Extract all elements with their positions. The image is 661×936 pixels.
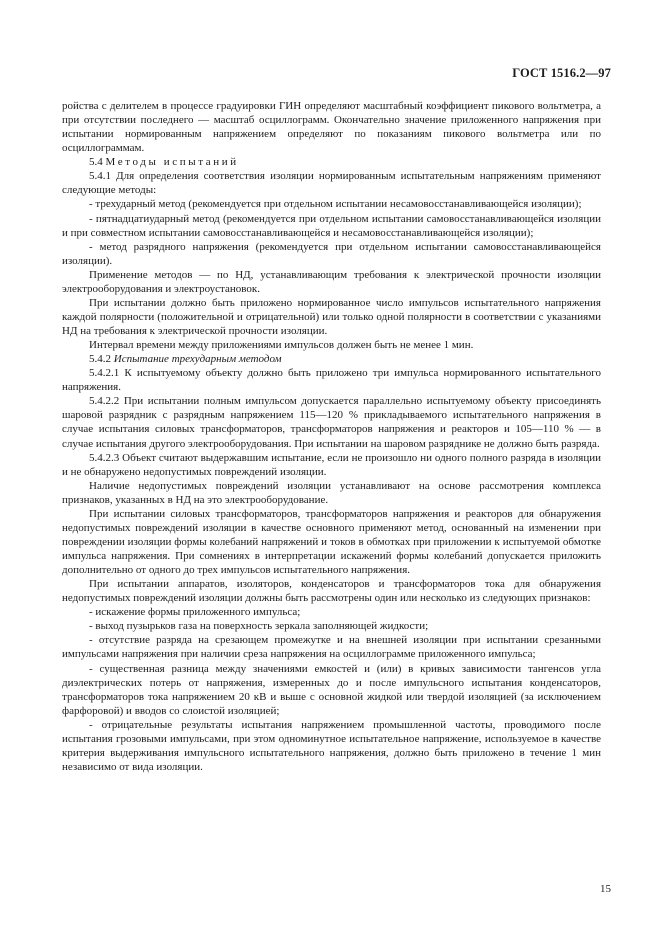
- paragraph: ройства с делителем в процессе градуировки ГИН определяют масштабный коэффициент пикового вольтметра, а при отсутствии последнего — масштаб осциллограмм. Окончательно значение приложенного напряжения при испытании нормированным напряжением определяют по показаниям пикового вольтметра или по осциллограммам.: [62, 100, 601, 155]
- paragraph: Наличие недопустимых повреждений изоляции устанавливают на основе рассмотрения комплекса признаков, указанных в НД на это электрооборудование.: [62, 479, 601, 506]
- list-item: - трехударный метод (рекомендуется при отдельном испытании несамовосстанавливающейся изоляции);: [89, 198, 582, 211]
- list-item: - метод разрядного напряжения (рекомендуется при отдельном испытании самовосстанавливающейся изоляции).: [62, 240, 601, 267]
- document-body: [62, 99, 601, 774]
- paragraph: Интервал времени между приложениями импульсов должен быть не менее 1 мин.: [89, 339, 474, 352]
- list-item: - пятнадцатиударный метод (рекомендуется при отдельном испытании самовосстанавливающейся изоляции и при совместном испытании самовосстанавливающейся и несамовосстанавливающейся изоляции);: [62, 212, 601, 239]
- paragraph: При испытании силовых трансформаторов, трансформаторов напряжения и реакторов для обнаружения недопустимых повреждений изоляции в качестве основного применяют метод, основанный на изменении при повреждении изоляции формы колебаний напряжений и токов в обмотках при приложении к испытуемой обмотке импульса напряжения. При сомнениях в интерпретации искажений формы колебаний допускается приложить дополнительно от одного до трех импульсов испытательного напряжения.: [62, 507, 601, 577]
- section-heading: [62, 155, 601, 169]
- section-title: Методы испытаний: [105, 156, 239, 169]
- paragraph: 5.4.2.2 При испытании полным импульсом допускается параллельно испытуемому объекту присоединять шаровой разрядник с разрядным напряжением 115—120 % прикладываемого испытательного напряжения в случае испытания силовых трансформаторов, трансформаторов напряжения и реакторов и 105—110 % — в случае испытания другого электрооборудования. При испытании на шаровом разряднике не должно быть разряда.: [62, 395, 601, 450]
- subsection-number: 5.4.2: [89, 353, 111, 366]
- list-item: - выход пузырьков газа на поверхность зеркала заполняющей жидкости;: [89, 620, 429, 633]
- page-number: 15: [600, 883, 611, 895]
- paragraph: 5.4.1 Для определения соответствия изоляции нормированным испытательным напряжениям применяют следующие методы:: [62, 170, 601, 197]
- paragraph: При испытании должно быть приложено нормированное число импульсов испытательного напряжения каждой полярности (положительной и отрицательной) или только одной полярности в соответствии с указаниями НД на требования к электрической прочности изоляции.: [62, 296, 601, 337]
- list-item: - существенная разница между значениями емкостей и (или) в кривых зависимости тангенсов угла диэлектрических потерь от напряжения, измеренных до и после импульсного испытания конденсаторов, трансформаторов тока напряжением 20 кВ и выше с основной жидкой или твердой изоляцией (за исключением фарфоровой) и вводов со слоистой изоляцией;: [62, 662, 601, 717]
- paragraph: При испытании аппаратов, изоляторов, конденсаторов и трансформаторов тока для обнаружения недопустимых повреждений изоляции должны быть рассмотрены один или несколько из следующих признаков:: [62, 578, 601, 605]
- list-item: - отрицательные результаты испытания напряжением промышленной частоты, проводимого после испытания грозовыми импульсами, при этом одноминутное испытательное напряжение, используемое в качестве критерия выдерживания импульсного испытательного напряжения, должно быть приложено в течение 1 мин независимо от вида изоляции.: [62, 718, 601, 773]
- section-number: 5.4: [89, 156, 103, 169]
- list-item: - отсутствие разряда на срезающем промежутке и на внешней изоляции при испытании срезанными импульсами напряжения при наличии среза напряжения на осциллограмме приложенного импульса;: [62, 634, 601, 661]
- document-header: ГОСТ 1516.2—97: [512, 66, 611, 80]
- subsection-heading: [62, 352, 601, 366]
- paragraph: 5.4.2.1 К испытуемому объекту должно быть приложено три импульса нормированного испытательного напряжения.: [62, 367, 601, 394]
- paragraph: Применение методов — по НД, устанавливающим требования к электрической прочности изоляции электрооборудования и электроустановок.: [62, 268, 601, 295]
- subsection-title: Испытание трехударным методом: [113, 353, 282, 366]
- list-item: - искажение формы приложенного импульса;: [89, 606, 301, 619]
- paragraph: 5.4.2.3 Объект считают выдержавшим испытание, если не произошло ни одного полного разряда в изоляции и не обнаружено недопустимых повреждений изоляции.: [62, 451, 601, 478]
